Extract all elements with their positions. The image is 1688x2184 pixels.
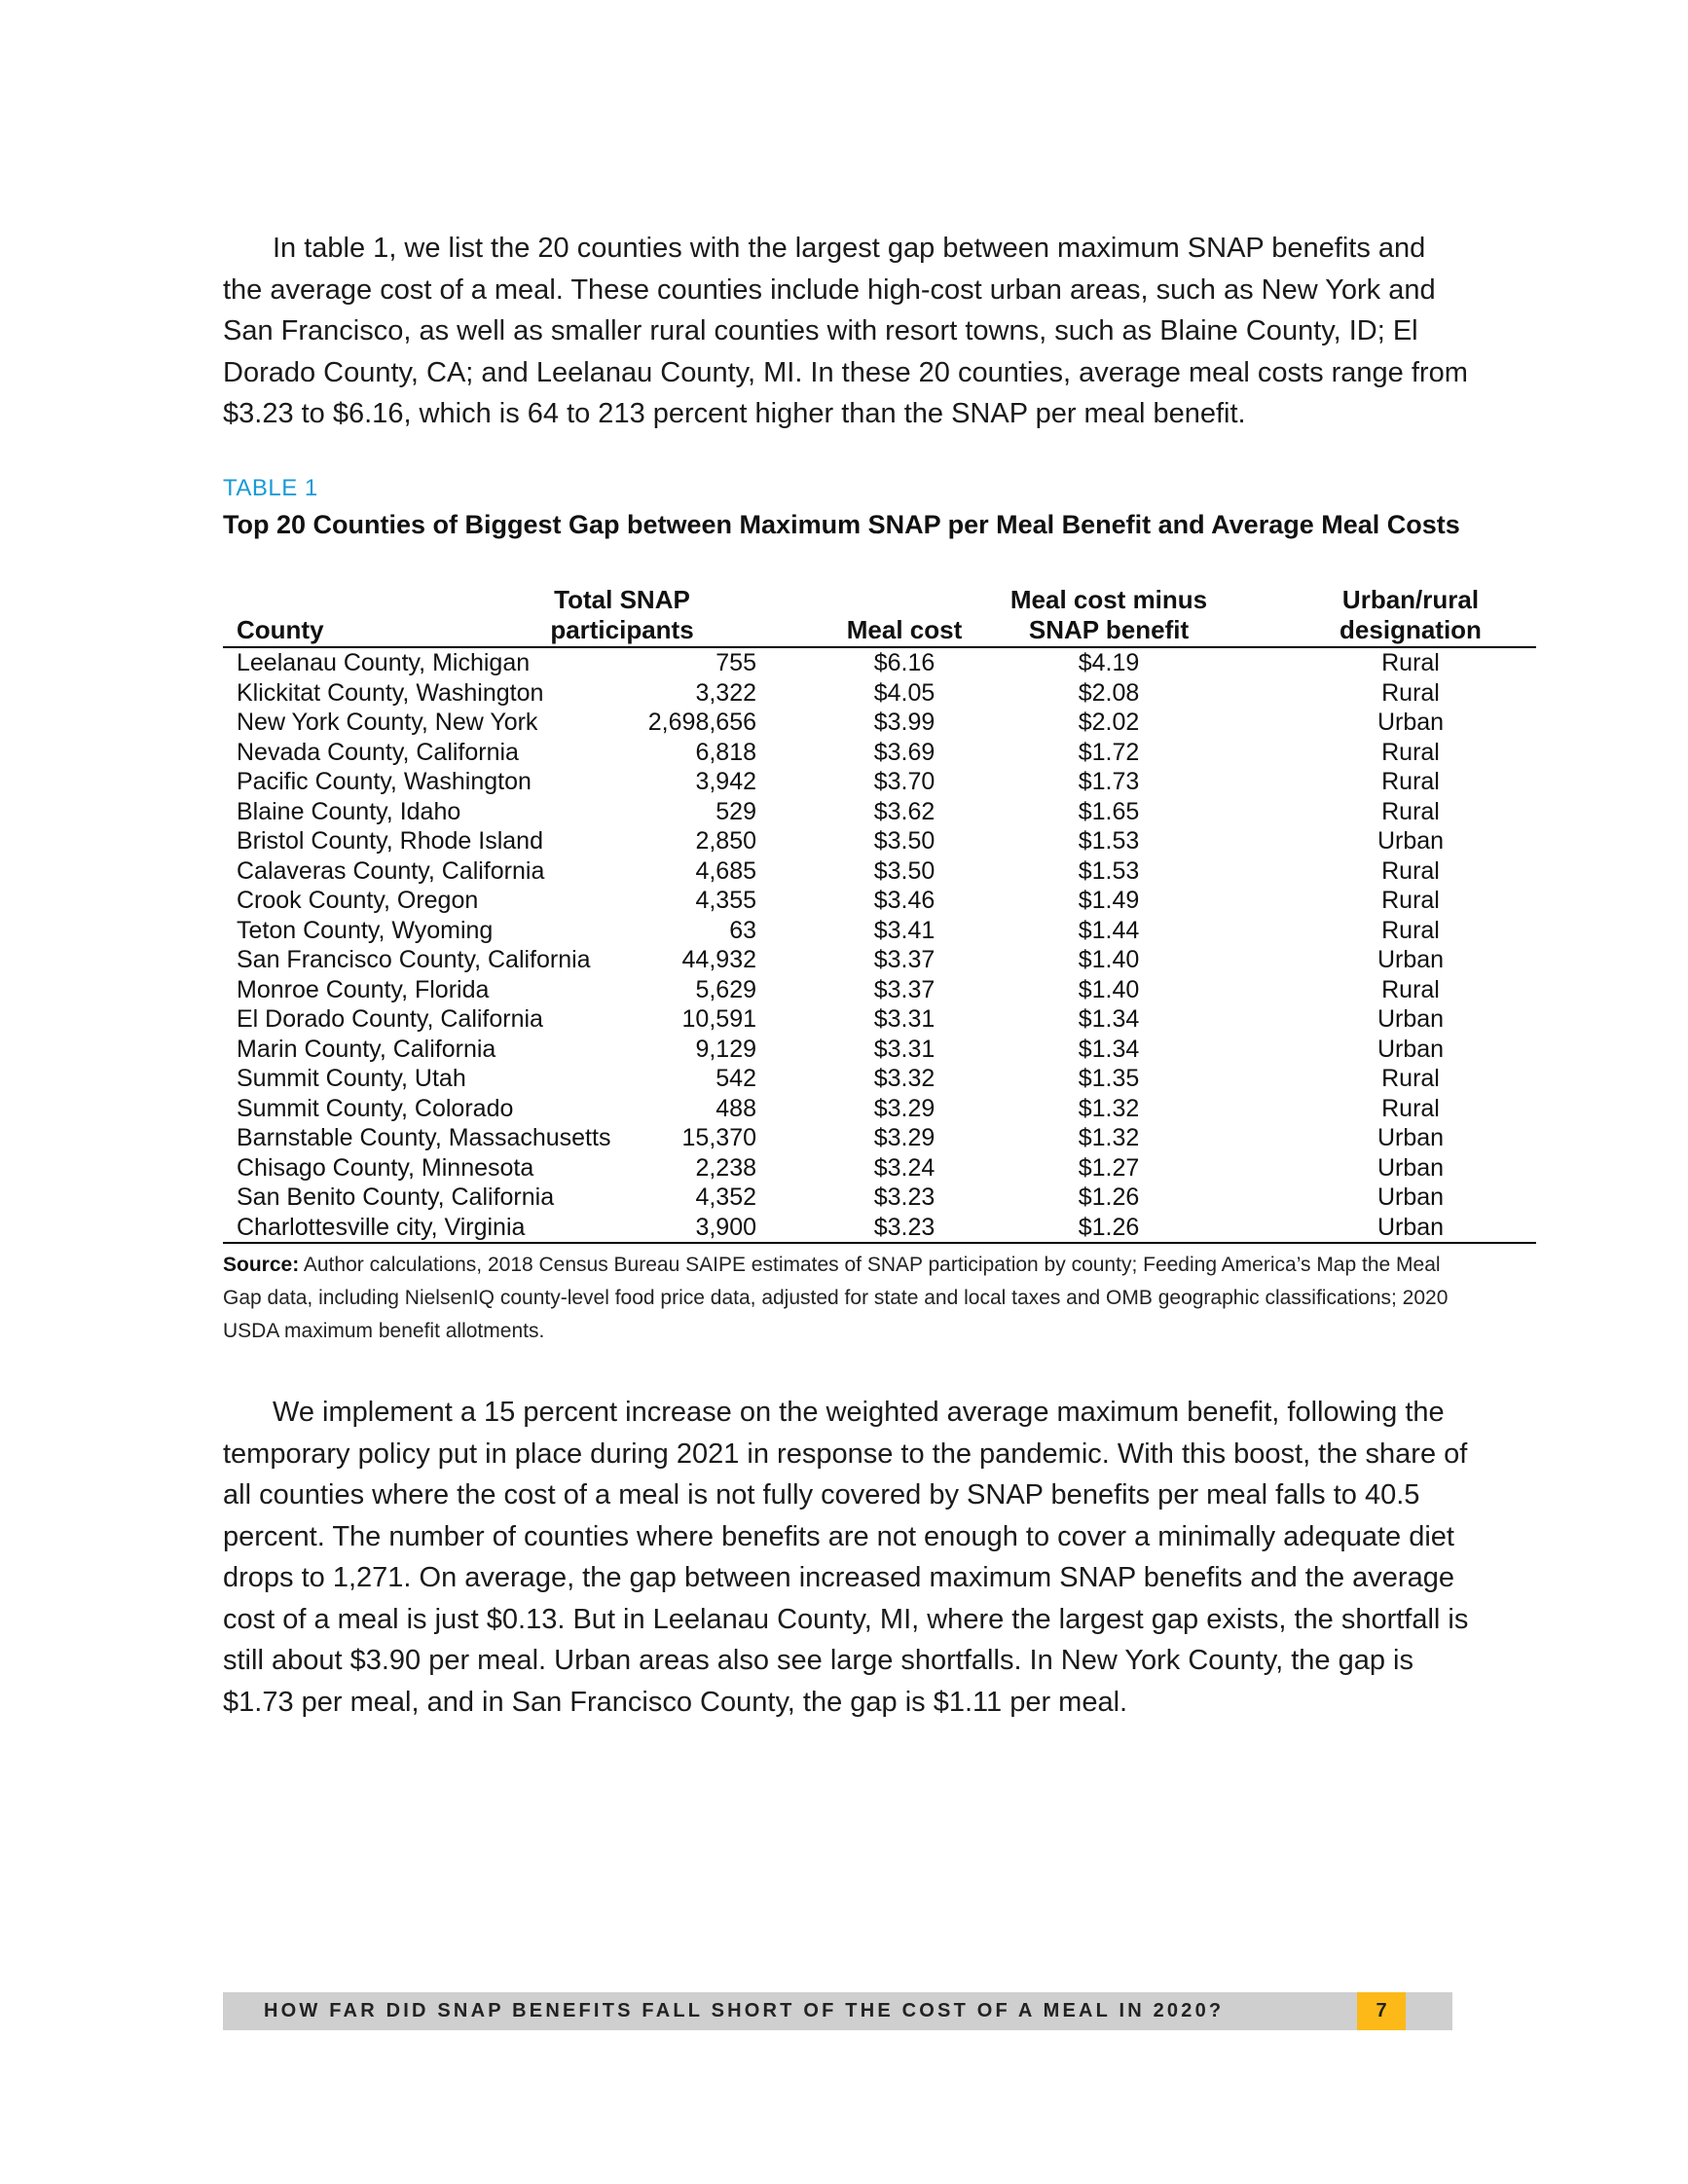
cell-meal-cost-minus-benefit: $1.27 [1078,1153,1140,1182]
cell-designation: Urban [1376,1005,1445,1033]
table-label: TABLE 1 [223,475,318,501]
cell-meal-cost-minus-benefit: $4.19 [1078,649,1140,676]
cell-meal-cost-minus-benefit: $1.73 [1078,768,1140,795]
cell-participants: 4,355 [695,887,756,914]
header-county-label: County [237,615,324,644]
cell-designation: Rural [1381,768,1440,795]
header-meal-cost [807,615,1002,645]
cell-meal-cost: $3.41 [873,916,936,944]
cell-meal-cost: $3.29 [873,1124,936,1151]
cell-designation: Rural [1381,738,1440,766]
cell-meal-cost-minus-benefit: $1.44 [1078,916,1140,944]
cell-participants: 9,129 [695,1035,756,1063]
cell-meal-cost-minus-benefit: $1.34 [1078,1035,1140,1063]
cell-meal-cost: $3.31 [873,1005,936,1033]
cell-meal-cost-minus-benefit: $1.53 [1078,856,1140,885]
cell-county: San Benito County, California [237,1183,555,1211]
cell-participants: 63 [729,916,756,944]
header-minus [1002,585,1216,645]
table-row [223,648,1536,678]
table-row [223,1213,1536,1243]
intro-paragraph: In table 1, we list the 20 counties with the largest gap between maximum SNAP benefits and the average cost of a meal. These counties include high-cost urban areas, such as New York and San Francisco, as well as smaller rural counties with resort towns, such as Blaine County, ID; El Dorado County, CA; and Leelanau County, MI. In these 20 counties, average meal costs range from $3.23 to $6.16, which is 64 to 213 percent higher than the SNAP per meal benefit. [223,233,1468,429]
cell-meal-cost: $3.70 [873,768,936,795]
source-label: Source: [223,1254,300,1276]
cell-county: Summit County, Colorado [237,1094,514,1122]
header-participants [515,585,729,645]
cell-meal-cost-minus-benefit: $1.32 [1078,1094,1140,1122]
header-designation [1313,585,1508,645]
cell-participants: 10,591 [681,1005,756,1033]
source-note [223,1249,1479,1348]
cell-meal-cost: $6.16 [873,649,936,676]
cell-meal-cost: $3.37 [873,975,936,1003]
cell-meal-cost-minus-benefit: $2.02 [1078,709,1140,736]
table-row [223,678,1536,709]
cell-meal-cost: $3.50 [873,827,936,855]
header-minus-line2: SNAP benefit [1028,615,1190,644]
cell-county: Nevada County, California [237,738,519,766]
cell-meal-cost: $3.29 [873,1094,936,1122]
table-row [223,975,1536,1005]
cell-participants: 488 [716,1094,756,1122]
cell-county: San Francisco County, California [237,946,591,973]
header-participants-line1: Total SNAP [554,585,690,614]
cell-participants: 2,238 [695,1153,756,1182]
cell-designation: Urban [1376,1124,1445,1151]
cell-designation: Rural [1381,975,1440,1003]
table-title: Top 20 Counties of Biggest Gap between Maximum SNAP per Meal Benefit and Average Meal Costs [223,510,1460,539]
cell-designation: Rural [1381,797,1440,825]
cell-participants: 755 [716,649,756,676]
cell-county: Charlottesville city, Virginia [237,1213,526,1241]
cell-meal-cost-minus-benefit: $1.40 [1078,975,1140,1003]
cell-county: Blaine County, Idaho [237,797,461,825]
cell-county: Marin County, California [237,1035,496,1063]
cell-county: Teton County, Wyoming [237,916,494,944]
header-participants-line2: participants [550,615,694,644]
header-designation-line2: designation [1339,615,1482,644]
cell-designation: Urban [1376,709,1445,736]
cell-participants: 6,818 [695,738,756,766]
cell-designation: Rural [1381,887,1440,914]
cell-designation: Rural [1381,856,1440,885]
followup-paragraph: We implement a 15 percent increase on the weighted average maximum benefit, following the temporary policy put in place during 2021 in response to the pandemic. With this boost, the share of all counties where the cost of a meal is not fully covered by SNAP benefits per meal falls to 40.5 percent. The number of counties where benefits are not enough to cover a minimally adequate diet drops to 1,271. On average, the gap between increased maximum SNAP benefits and the average cost of a meal is just $0.13. But in Leelanau County, MI, where the largest gap exists, the shortfall is still about $3.90 per meal. Urban areas also see large shortfalls. In New York County, the gap is $1.73 per meal, and in San Francisco County, the gap is $1.11 per meal. [223,1397,1469,1718]
data-table [223,580,1536,1244]
cell-participants: 4,352 [695,1183,756,1211]
table-row [223,1064,1536,1094]
cell-meal-cost-minus-benefit: $1.26 [1078,1183,1140,1211]
header-designation-line1: Urban/rural [1341,585,1480,614]
cell-meal-cost: $3.99 [873,709,936,736]
cell-meal-cost: $3.31 [873,1035,936,1063]
cell-designation: Urban [1376,1153,1445,1182]
cell-county: Chisago County, Minnesota [237,1153,534,1182]
table-row [223,945,1536,975]
cell-participants: 2,850 [695,827,756,855]
cell-county: Bristol County, Rhode Island [237,827,543,855]
cell-county: Calaveras County, California [237,856,545,885]
cell-designation: Urban [1376,946,1445,973]
cell-designation: Urban [1376,1035,1445,1063]
cell-participants: 4,685 [695,856,756,885]
cell-designation: Rural [1381,916,1440,944]
table-row [223,1004,1536,1035]
header-meal-cost-label: Meal cost [846,615,963,644]
cell-county: Crook County, Oregon [237,887,479,914]
cell-meal-cost-minus-benefit: $1.72 [1078,738,1140,766]
cell-participants: 529 [716,797,756,825]
cell-county: Summit County, Utah [237,1065,466,1092]
table-row [223,856,1536,887]
cell-county: Pacific County, Washington [237,768,532,795]
cell-meal-cost-minus-benefit: $1.34 [1078,1005,1140,1033]
cell-county: Monroe County, Florida [237,975,490,1003]
cell-participants: 5,629 [695,975,756,1003]
table-row [223,797,1536,827]
cell-meal-cost: $3.62 [873,797,936,825]
cell-county: Klickitat County, Washington [237,678,544,707]
cell-participants: 44,932 [681,946,756,973]
table-row [223,1094,1536,1124]
table-row [223,1035,1536,1065]
page-footer [223,1992,1452,2030]
header-minus-line1: Meal cost minus [1009,585,1208,614]
cell-county: El Dorado County, California [237,1005,543,1033]
cell-meal-cost: $3.24 [873,1153,936,1182]
cell-participants: 2,698,656 [647,709,756,736]
table-body [223,648,1536,1244]
table-header [223,580,1536,648]
cell-meal-cost: $3.37 [873,946,936,973]
cell-county: Barnstable County, Massachusetts [237,1124,611,1151]
cell-designation: Urban [1376,827,1445,855]
table-row [223,708,1536,738]
cell-meal-cost-minus-benefit: $1.32 [1078,1124,1140,1151]
source-text: Author calculations, 2018 Census Bureau SAIPE estimates of SNAP participation by county; Feeding America’s Map the Meal Gap data, including NielsenIQ county-level food price data, adjusted for state and local taxes and OMB geographic classifications; 2020 USDA maximum benefit allotments. [223,1254,1449,1342]
cell-designation: Rural [1381,1094,1440,1122]
cell-participants: 3,900 [695,1213,756,1241]
cell-county: New York County, New York [237,709,538,736]
table-row [223,916,1536,946]
cell-meal-cost-minus-benefit: $1.35 [1078,1065,1140,1092]
cell-meal-cost: $3.50 [873,856,936,885]
cell-participants: 3,942 [695,768,756,795]
cell-meal-cost-minus-benefit: $2.08 [1078,678,1140,707]
table-row [223,826,1536,856]
table-row [223,767,1536,797]
page-number: 7 [1357,1992,1406,2030]
cell-participants: 15,370 [681,1124,756,1151]
cell-meal-cost: $3.23 [873,1213,936,1241]
cell-meal-cost: $3.69 [873,738,936,766]
table-row [223,1183,1536,1213]
cell-participants: 542 [716,1065,756,1092]
cell-meal-cost-minus-benefit: $1.49 [1078,887,1140,914]
table-row [223,1153,1536,1183]
table-row [223,738,1536,768]
table-row [223,1123,1536,1153]
cell-designation: Rural [1381,1065,1440,1092]
cell-county: Leelanau County, Michigan [237,649,531,676]
cell-participants: 3,322 [695,678,756,707]
cell-meal-cost-minus-benefit: $1.65 [1078,797,1140,825]
cell-meal-cost-minus-benefit: $1.53 [1078,827,1140,855]
cell-meal-cost: $4.05 [873,678,936,707]
cell-designation: Rural [1381,649,1440,676]
cell-meal-cost: $3.46 [873,887,936,914]
cell-meal-cost: $3.32 [873,1065,936,1092]
cell-meal-cost-minus-benefit: $1.26 [1078,1213,1140,1241]
header-county [237,615,324,645]
footer-title: HOW FAR DID SNAP BENEFITS FALL SHORT OF THE COST OF A MEAL IN 2020? [264,2000,1225,2021]
cell-meal-cost: $3.23 [873,1183,936,1211]
cell-designation: Urban [1376,1183,1445,1211]
cell-meal-cost-minus-benefit: $1.40 [1078,946,1140,973]
table-row [223,886,1536,916]
cell-designation: Urban [1376,1213,1445,1241]
cell-designation: Rural [1381,678,1440,707]
